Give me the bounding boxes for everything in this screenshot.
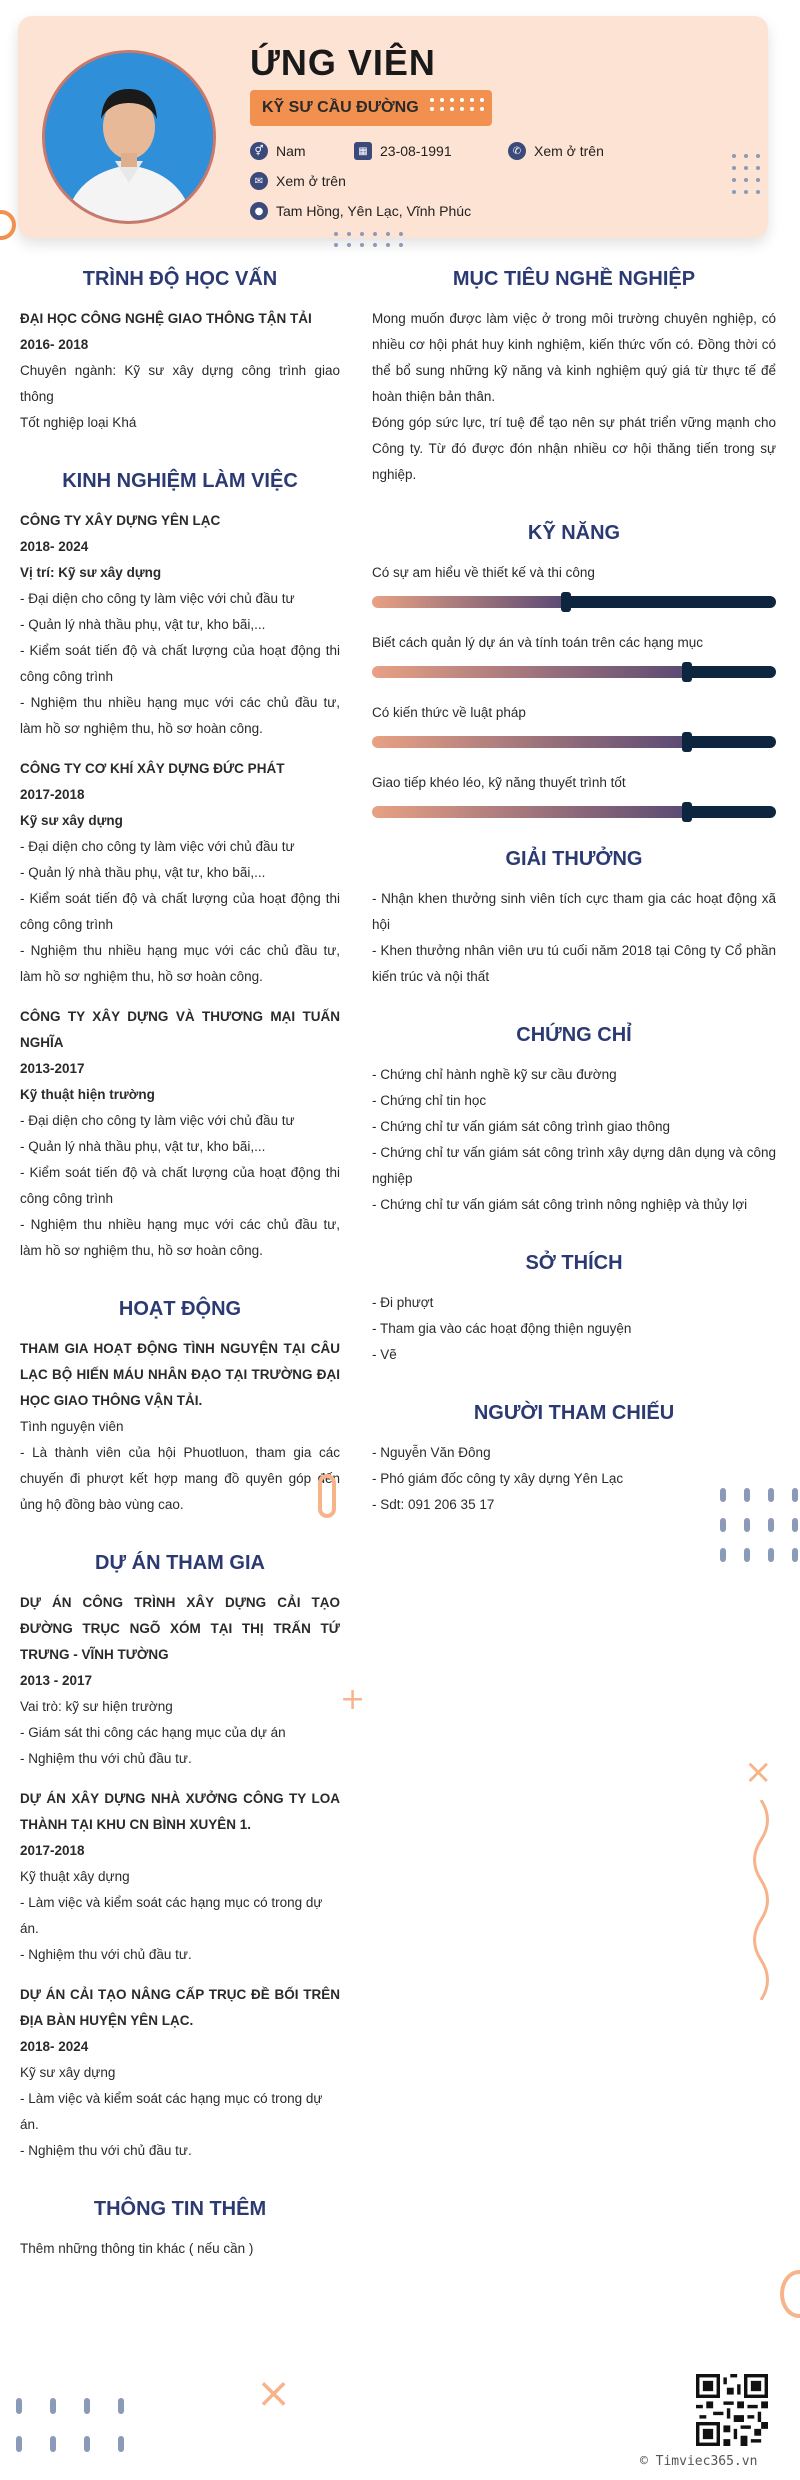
right-column [372,266,776,1518]
activity-role: Tình nguyện viên [20,1419,124,1434]
project-item: - Nghiệm thu với chủ đầu tư. [20,1751,192,1766]
skill-label: Có sự am hiểu về thiết kế và thi công [372,565,595,580]
skill-label: Có kiến thức về luật pháp [372,705,526,720]
job-entry [20,756,340,990]
skill-bar [372,596,776,608]
education-period: 2016- 2018 [20,337,89,352]
education-major: Chuyên ngành: Kỹ sư xây dựng công trình giao thông [20,363,340,404]
education-grade: Tốt nghiệp loại Khá [20,415,137,430]
skill-bar-knob [682,802,692,822]
decorative-cross: × [744,1752,773,1792]
skill-label: Biết cách quản lý dự án và tính toán trên các hạng mục [372,635,703,650]
project-role: Kỹ thuật xây dựng [20,1869,130,1884]
job-duty: - Kiểm soát tiến độ và chất lượng của hoạt động thi công công trình [20,1165,340,1206]
objective-paragraph: Đóng góp sức lực, trí tuệ để tạo nên sự phát triển vững mạnh cho Công ty. Từ đó được đón nhận nhiều cơ hội thăng tiến trong sự nghiệp. [372,415,776,482]
job-period: 2013-2017 [20,1061,85,1076]
phone-icon: ✆ [508,142,526,160]
awards-heading: GIẢI THƯỞNG [505,848,643,870]
job-company: CÔNG TY CƠ KHÍ XÂY DỰNG ĐỨC PHÁT [20,761,285,776]
address-row [250,202,471,220]
job-duty: - Quản lý nhà thầu phụ, vật tư, kho bãi,... [20,865,266,880]
project-period: 2013 - 2017 [20,1673,93,1688]
skill-label: Giao tiếp khéo léo, kỹ năng thuyết trình tốt [372,775,626,790]
certificate-item: - Chứng chỉ tư vấn giám sát công trình xây dựng dân dụng và công nghiệp [372,1145,776,1186]
decorative-circle [0,210,16,240]
address-value: Tam Hồng, Yên Lạc, Vĩnh Phúc [276,203,472,219]
activity-desc: - Là thành viên của hội Phuotluon, tham gia các chuyến đi phượt kết hợp mang đồ quyên góp đến ủng hộ đồng bào vùng cao. [20,1445,340,1512]
job-role: Vị trí: Kỹ sư xây dựng [20,565,162,580]
phone-row [508,142,604,160]
birthday-row [354,142,452,160]
hobby-item: - Vẽ [372,1347,397,1362]
hobbies-heading: SỞ THÍCH [525,1252,623,1274]
avatar [42,50,216,224]
extra-info-heading: THÔNG TIN THÊM [93,2198,267,2220]
job-duty: - Đại diện cho công ty làm việc với chủ đầu tư [20,839,295,854]
birthday-value: 23-08-1991 [380,143,452,159]
skill-bar [372,806,776,818]
gender-icon: ⚥ [250,142,268,160]
reference-item: - Nguyễn Văn Đông [372,1445,491,1460]
job-period: 2018- 2024 [20,539,89,554]
objective-heading: MỤC TIÊU NGHỀ NGHIỆP [452,268,696,290]
calendar-icon: ▦ [354,142,372,160]
education-school: ĐẠI HỌC CÔNG NGHỆ GIAO THÔNG TẬN TẢI [20,311,312,326]
decorative-zigzag [748,1800,774,2000]
phone-value: Xem ở trên [534,143,604,159]
job-duty: - Đại diện cho công ty làm việc với chủ đầu tư [20,591,295,606]
location-pin-icon: ● [250,202,268,220]
job-role: Kỹ thuật hiện trường [20,1087,155,1102]
decorative-cross: × [256,2368,292,2417]
job-duty: - Nghiệm thu nhiều hạng mục với các chủ đầu tư, làm hồ sơ nghiệm thu, hồ sơ hoàn công. [20,943,340,984]
references-heading: NGƯỜI THAM CHIẾU [473,1402,675,1424]
extra-info-text: Thêm những thông tin khác ( nếu cần ) [20,2241,254,2256]
job-company: CÔNG TY XÂY DỰNG VÀ THƯƠNG MẠI TUẤN NGHĨA [20,1009,340,1050]
skill-bar-knob [682,732,692,752]
hobby-item: - Tham gia vào các hoạt động thiện nguyện [372,1321,632,1336]
job-duty: - Kiểm soát tiến độ và chất lượng của hoạt động thi công công trình [20,891,340,932]
candidate-name: ỨNG VIÊN [250,42,436,83]
project-item: - Nghiệm thu với chủ đầu tư. [20,2143,192,2158]
project-period: 2018- 2024 [20,2039,89,2054]
job-duty: - Đại diện cho công ty làm việc với chủ đầu tư [20,1113,295,1128]
projects-heading: DỰ ÁN THAM GIA [95,1552,265,1574]
left-column [20,266,340,2262]
decorative-ring [318,1474,336,1518]
job-role: Kỹ sư xây dựng [20,813,123,828]
gender-value: Nam [276,143,306,159]
project-entry [20,1786,340,1968]
project-role: Kỹ sư xây dựng [20,2065,116,2080]
skill-bar-knob [561,592,571,612]
decorative-dots [720,1488,798,1562]
project-item: - Làm việc và kiểm soát các hạng mục có trong dự án. [20,2091,323,2132]
skill-bar-knob [682,662,692,682]
job-duty: - Kiểm soát tiến độ và chất lượng của hoạt động thi công công trình [20,643,340,684]
job-company: CÔNG TY XÂY DỰNG YÊN LẠC [20,513,221,528]
skills-heading: KỸ NĂNG [527,522,621,544]
decorative-plus: + [340,1682,366,1717]
hobby-item: - Đi phượt [372,1295,434,1310]
qr-code-icon [696,2374,768,2446]
project-item: - Nghiệm thu với chủ đầu tư. [20,1947,192,1962]
email-value: Xem ở trên [276,173,346,189]
skill-bar [372,736,776,748]
activity-name: THAM GIA HOẠT ĐỘNG TÌNH NGUYỆN TẠI CÂU LẠC BỘ HIẾN MÁU NHÂN ĐẠO TẠI TRƯỜNG ĐẠI HỌC GIAO THÔNG VẬN TẢI. [20,1341,340,1408]
email-icon: ✉ [250,172,268,190]
job-duty: - Quản lý nhà thầu phụ, vật tư, kho bãi,... [20,1139,266,1154]
certificate-item: - Chứng chỉ tư vấn giám sát công trình giao thông [372,1119,670,1134]
project-name: DỰ ÁN CẢI TẠO NÂNG CẤP TRỤC ĐỀ BỐI TRÊN ĐỊA BÀN HUYỆN YÊN LẠC. [20,1987,340,2028]
project-item: - Làm việc và kiểm soát các hạng mục có trong dự án. [20,1895,323,1936]
reference-item: - Sdt: 091 206 35 17 [372,1497,495,1512]
education-heading: TRÌNH ĐỘ HỌC VẤN [82,268,278,290]
decorative-dots [430,98,484,111]
activities-heading: HOẠT ĐỘNG [118,1298,242,1320]
skill-bar [372,666,776,678]
project-period: 2017-2018 [20,1843,85,1858]
project-entry [20,1982,340,2164]
decorative-dots [334,232,403,247]
job-title-badge [250,90,492,126]
job-period: 2017-2018 [20,787,85,802]
gender-row [250,142,306,160]
project-entry [20,1590,340,1772]
certificate-item: - Chứng chỉ tin học [372,1093,487,1108]
decorative-circle [780,2270,800,2318]
job-entry [20,1004,340,1264]
objective-paragraph: Mong muốn được làm việc ở trong môi trường chuyên nghiệp, có nhiều cơ hội phát huy kinh nghiệm, kiến thức vốn có. Đồng thời có thể bổ sung những kỹ năng và kinh nghiệm quý giá từ thực tế để hoàn thiện bản thân. [372,311,776,404]
project-name: DỰ ÁN XÂY DỰNG NHÀ XƯỞNG CÔNG TY LOA THÀNH TẠI KHU CN BÌNH XUYÊN 1. [20,1791,340,1832]
job-entry [20,508,340,742]
skills-list [372,560,776,818]
reference-item: - Phó giám đốc công ty xây dựng Yên Lạc [372,1471,624,1486]
job-title: KỸ SƯ CẦU ĐƯỜNG [262,99,419,116]
project-name: DỰ ÁN CÔNG TRÌNH XÂY DỰNG CẢI TẠO ĐƯỜNG TRỤC NGÕ XÓM TẠI THỊ TRẤN TỨ TRƯNG - VĨNH TƯỜNG [20,1595,340,1662]
certificate-item: - Chứng chỉ tư vấn giám sát công trình nông nghiệp và thủy lợi [372,1197,748,1212]
experience-heading: KINH NGHIỆM LÀM VIỆC [62,470,298,492]
project-item: - Giám sát thi công các hạng mục của dự án [20,1725,286,1740]
job-duty: - Nghiệm thu nhiều hạng mục với các chủ đầu tư, làm hồ sơ nghiệm thu, hồ sơ hoàn công. [20,1217,340,1258]
project-role: Vai trò: kỹ sư hiện trường [20,1699,173,1714]
decorative-dots [732,154,760,194]
footer-brand: © Timviec365.vn [640,2454,758,2469]
header-card [18,16,768,238]
email-row [250,172,346,190]
decorative-dots [16,2398,124,2452]
job-duty: - Quản lý nhà thầu phụ, vật tư, kho bãi,... [20,617,266,632]
certificates-heading: CHỨNG CHỈ [516,1024,632,1046]
job-duty: - Nghiệm thu nhiều hạng mục với các chủ đầu tư, làm hồ sơ nghiệm thu, hồ sơ hoàn công. [20,695,340,736]
certificate-item: - Chứng chỉ hành nghề kỹ sư cầu đường [372,1067,617,1082]
award-item: - Nhận khen thưởng sinh viên tích cực tham gia các hoạt động xã hội [372,891,776,932]
award-item: - Khen thưởng nhân viên ưu tú cuối năm 2018 tại Công ty Cổ phần kiến trúc và nội thất [372,943,776,984]
